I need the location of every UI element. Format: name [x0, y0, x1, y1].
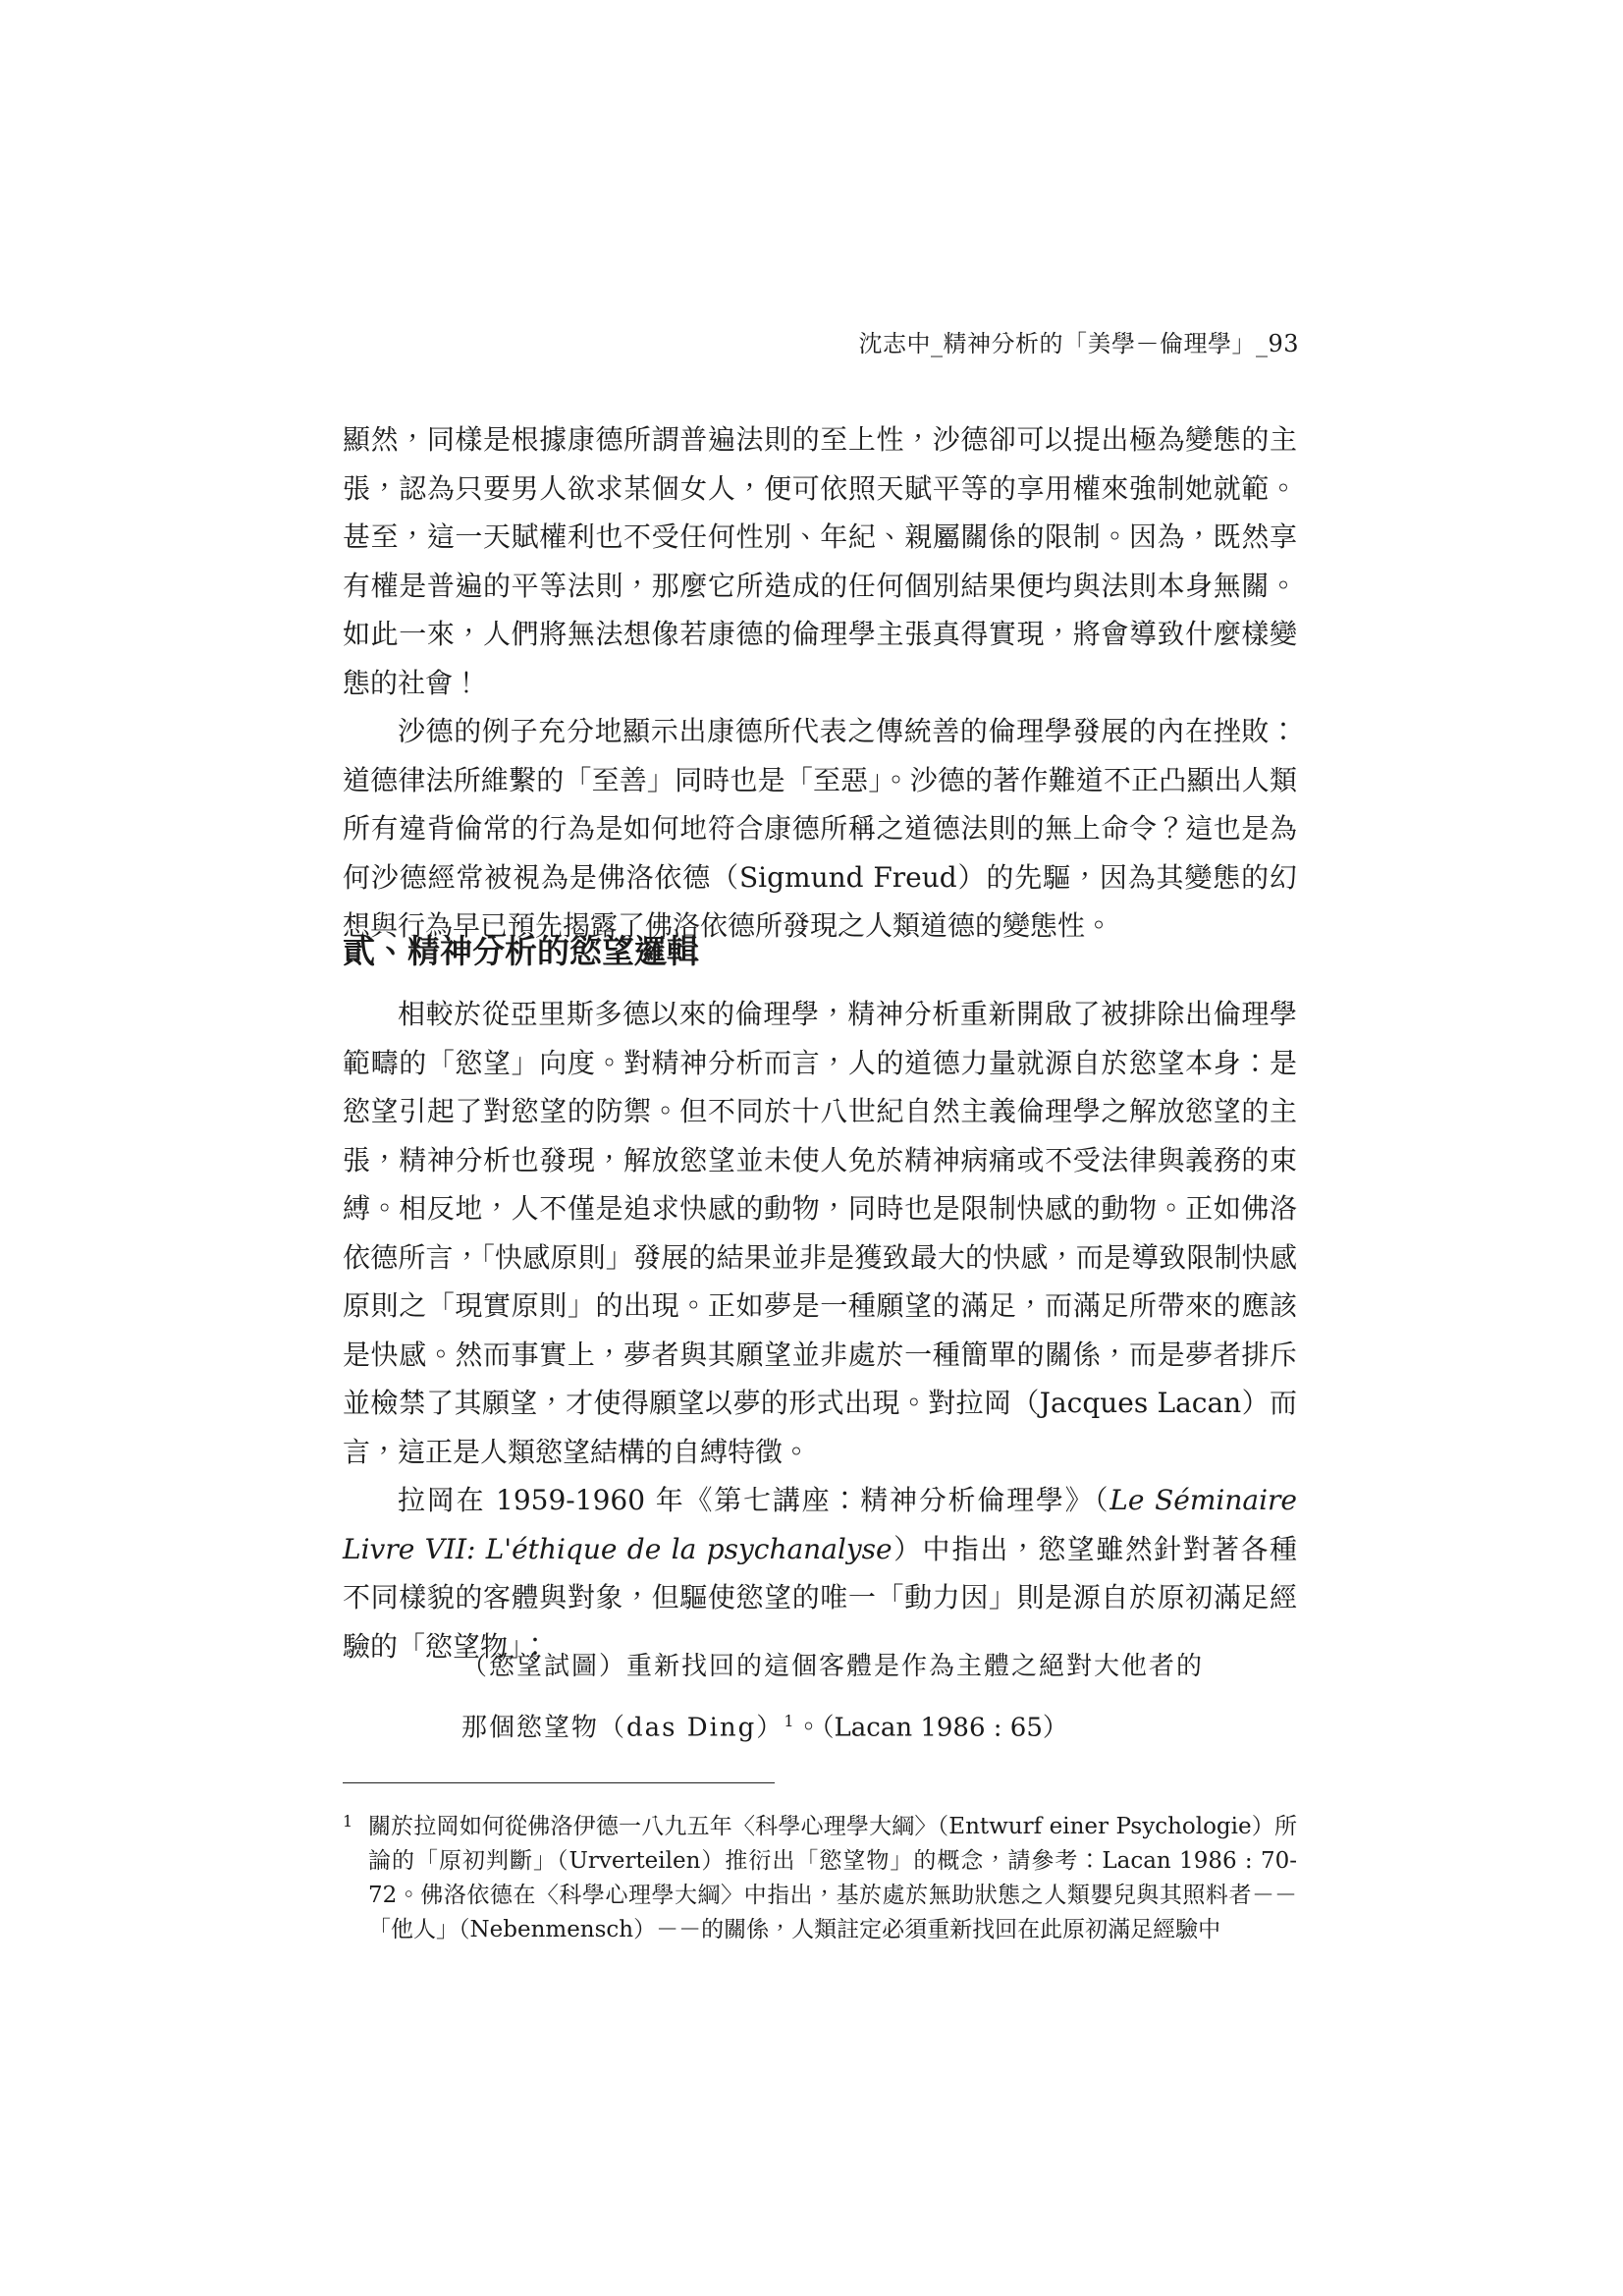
- footnote-divider: [343, 1782, 775, 1783]
- section-heading: 貳、精神分析的慾望邏輯: [343, 932, 699, 970]
- quote-text: 那個慾望物（das Ding）: [461, 1713, 784, 1743]
- footnote: [343, 1810, 1297, 1947]
- citation: 。（Lacan 1986 : 65）: [795, 1713, 1068, 1743]
- body-text-block: [343, 990, 1325, 1670]
- body-text-block: [343, 415, 1297, 951]
- running-head: 沈志中_精神分析的「美學－倫理學」_93: [858, 330, 1299, 357]
- paragraph-text: 拉岡在 1959-1960 年《第七講座：精神分析倫理學》（: [398, 1484, 1110, 1516]
- block-quote: [461, 1640, 1247, 1756]
- paragraph-text: ）中指出，慾望雖然針對著各種不同樣貌的客體與對象，但驅使慾望的唯一「動力因」則是源自於原初滿足經驗的「慾望物」：: [343, 1532, 1297, 1663]
- footnote-marker: 1: [343, 1812, 353, 1831]
- paragraph: 沙德的例子充分地顯示出康德所代表之傳統善的倫理學發展的內在挫敗：道德律法所維繫的「至善」同時也是「至惡」。沙德的著作難道不正凸顯出人類所有違背倫常的行為是如何地符合康德所稱之道德法則的無上命令？這也是為何沙德經常被視為是佛洛依德（Sigmund Freud）的先驅，因為其變態的幻想與行為早已預先揭露了佛洛依德所發現之人類道德的變態性。: [343, 715, 1297, 942]
- paragraph: 相較於從亞里斯多德以來的倫理學，精神分析重新開啟了被排除出倫理學範疇的「慾望」向度。對精神分析而言，人的道德力量就源自於慾望本身：是慾望引起了對慾望的防禦。但不同於十八世紀自然主義倫理學之解放慾望的主張，精神分析也發現，解放慾望並未使人免於精神病痛或不受法律與義務的束縛。相反地，人不僅是追求快感的動物，同時也是限制快感的動物。正如佛洛依德所言，「快感原則」發展的結果並非是獲致最大的快感，而是導致限制快感原則之「現實原則」的出現。正如夢是一種願望的滿足，而滿足所帶來的應該是快感。然而事實上，夢者與其願望並非處於一種簡單的關係，而是夢者排斥並檢禁了其願望，才使得願望以夢的形式出現。對拉岡（Jacques Lacan）而言，這正是人類慾望結構的自縛特徵。: [343, 998, 1297, 1468]
- quote-line: [461, 1694, 1247, 1756]
- footnote-text: 關於拉岡如何從佛洛伊德一八九五年〈科學心理學大綱〉（Entwurf einer Psychologie）所論的「原初判斷」（Urverteilen）推衍出「慾望物」的概念，請參考：Lacan 1986 : 70-72。佛洛依德在〈科學心理學大綱〉中指出，基於處於無助狀態之人類嬰兒與其照料者－－「他人」（Nebenmensch）－－的關係，人類註定必須重新找回在此原初滿足經驗中: [368, 1814, 1297, 1942]
- book-title: Le Séminaire Livre VII: L'éthique de la psychanalyse: [343, 1484, 1325, 1565]
- paragraph: 顯然，同樣是根據康德所謂普遍法則的至上性，沙德卻可以提出極為變態的主張，認為只要男人欲求某個女人，便可依照天賦平等的享用權來強制她就範。甚至，這一天賦權利也不受任何性別、年紀、親屬關係的限制。因為，既然享有權是普遍的平等法則，那麼它所造成的任何個別結果便均與法則本身無關。如此一來，人們將無法想像若康德的倫理學主張真得實現，將會導致什麼樣變態的社會！: [343, 423, 1297, 699]
- footnote-reference: 1: [784, 1712, 796, 1730]
- quote-line: （慾望試圖）重新找回的這個客體是作為主體之絕對大他者的: [461, 1652, 1205, 1681]
